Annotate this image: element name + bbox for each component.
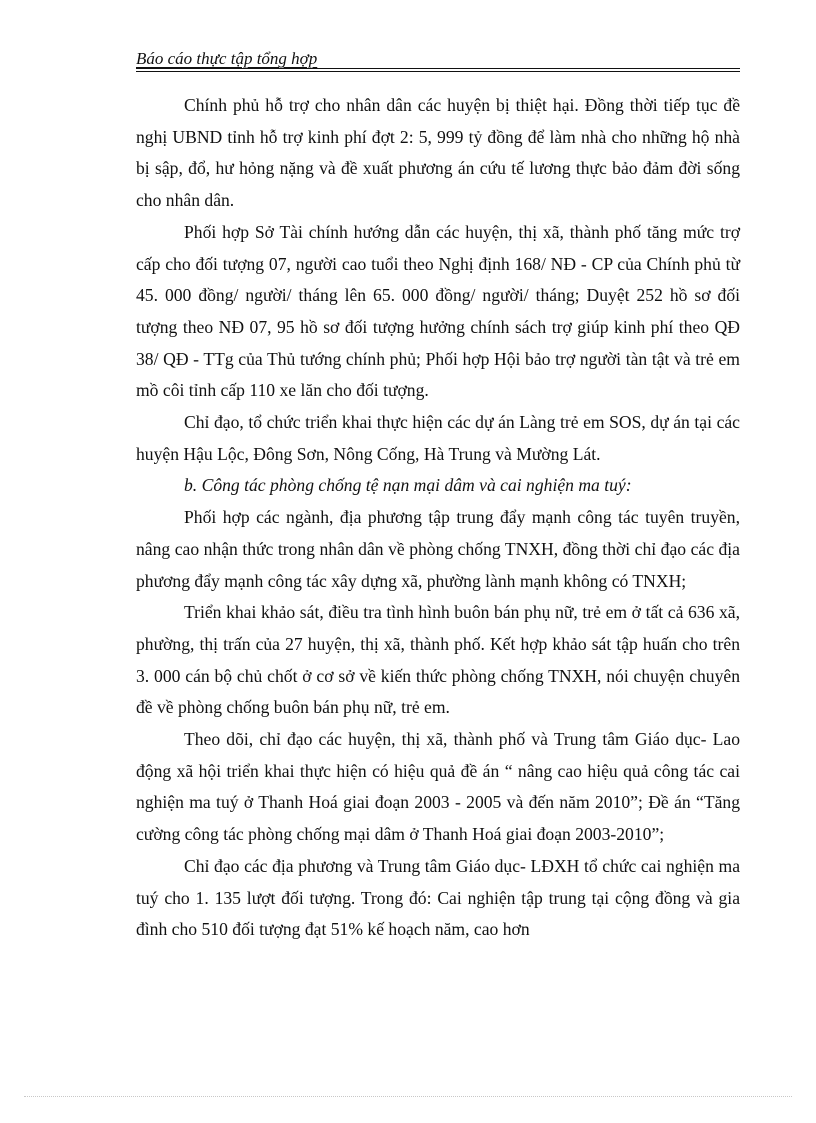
header-rule [136,68,740,69]
paragraph-sos-projects: Chỉ đạo, tổ chức triển khai thực hiện các dự án Làng trẻ em SOS, dự án tại các huyện Hậu Lộc, Đông Sơn, Nông Cống, Hà Trung và Mường Lát. [136,412,740,464]
document-body [136,90,740,946]
paragraph-rehab-count: Chỉ đạo các địa phương và Trung tâm Giáo dục- LĐXH tổ chức cai nghiện ma tuý cho 1. 135 lượt đối tượng. Trong đó: Cai nghiện tập trung tại cộng đồng và gia đình cho 510 đối tượng đạt 51% kế hoạch năm, cao hơn [136,855,740,940]
header-title: Báo cáo thực tập tổng hợp [136,49,318,68]
header-rule-double [136,71,740,72]
paragraph-survey: Triển khai khảo sát, điều tra tình hình buôn bán phụ nữ, trẻ em ở tất cả 636 xã, phường, thị trấn của 27 huyện, thị xã, thành phố. Kết hợp khảo sát tập huấn cho trên 3. 000 cán bộ chủ chốt ở cơ sở về kiến thức phòng chống TNXH, nói chuyện chuyên đề về phòng chống buôn bán phụ nữ, trẻ em. [136,602,740,718]
paragraph-rehab-projects: Theo dõi, chỉ đạo các huyện, thị xã, thành phố và Trung tâm Giáo dục- Lao động xã hội triển khai thực hiện có hiệu quả đề án “ nâng cao hiệu quả công tác cai nghiện ma tuý ở Thanh Hoá giai đoạn 2003 - 2005 và đến năm 2010”; Đề án “Tăng cường công tác phòng chống mại dâm ở Thanh Hoá giai đoạn 2003-2010”; [136,729,740,845]
paragraph-subsidy-increase: Phối hợp Sở Tài chính hướng dẫn các huyện, thị xã, thành phố tăng mức trợ cấp cho đối tượng 07, người cao tuổi theo Nghị định 168/ NĐ - CP của Chính phủ từ 45. 000 đồng/ người/ tháng lên 65. 000 đồng/ người/ tháng; Duyệt 252 hồ sơ đối tượng theo NĐ 07, 95 hồ sơ đối tượng hưởng chính sách trợ giúp kinh phí theo QĐ 38/ QĐ - TTg của Thủ tướng chính phủ; Phối hợp Hội bảo trợ người tàn tật và trẻ em mồ côi tỉnh cấp 110 xe lăn cho đối tượng. [136,221,740,401]
page-header [136,48,740,72]
paragraph-propaganda: Phối hợp các ngành, địa phương tập trung đẩy mạnh công tác tuyên truyền, nâng cao nhận thức trong nhân dân về phòng chống TNXH, đồng thời chỉ đạo các địa phương đẩy mạnh công tác xây dựng xã, phường lành mạnh không có TNXH; [136,507,740,591]
paragraph-support-damaged-districts: Chính phủ hỗ trợ cho nhân dân các huyện bị thiệt hại. Đồng thời tiếp tục đề nghị UBND tỉnh hỗ trợ kinh phí đợt 2: 5, 999 tỷ đồng để làm nhà cho những hộ nhà bị sập, đổ, hư hỏng nặng và đề xuất phương án cứu tế lương thực bảo đảm đời sống cho nhân dân. [136,95,740,211]
page-bottom-rule [24,1096,792,1097]
section-subheading: b. Công tác phòng chống tệ nạn mại dâm và cai nghiện ma tuý: [184,475,632,496]
